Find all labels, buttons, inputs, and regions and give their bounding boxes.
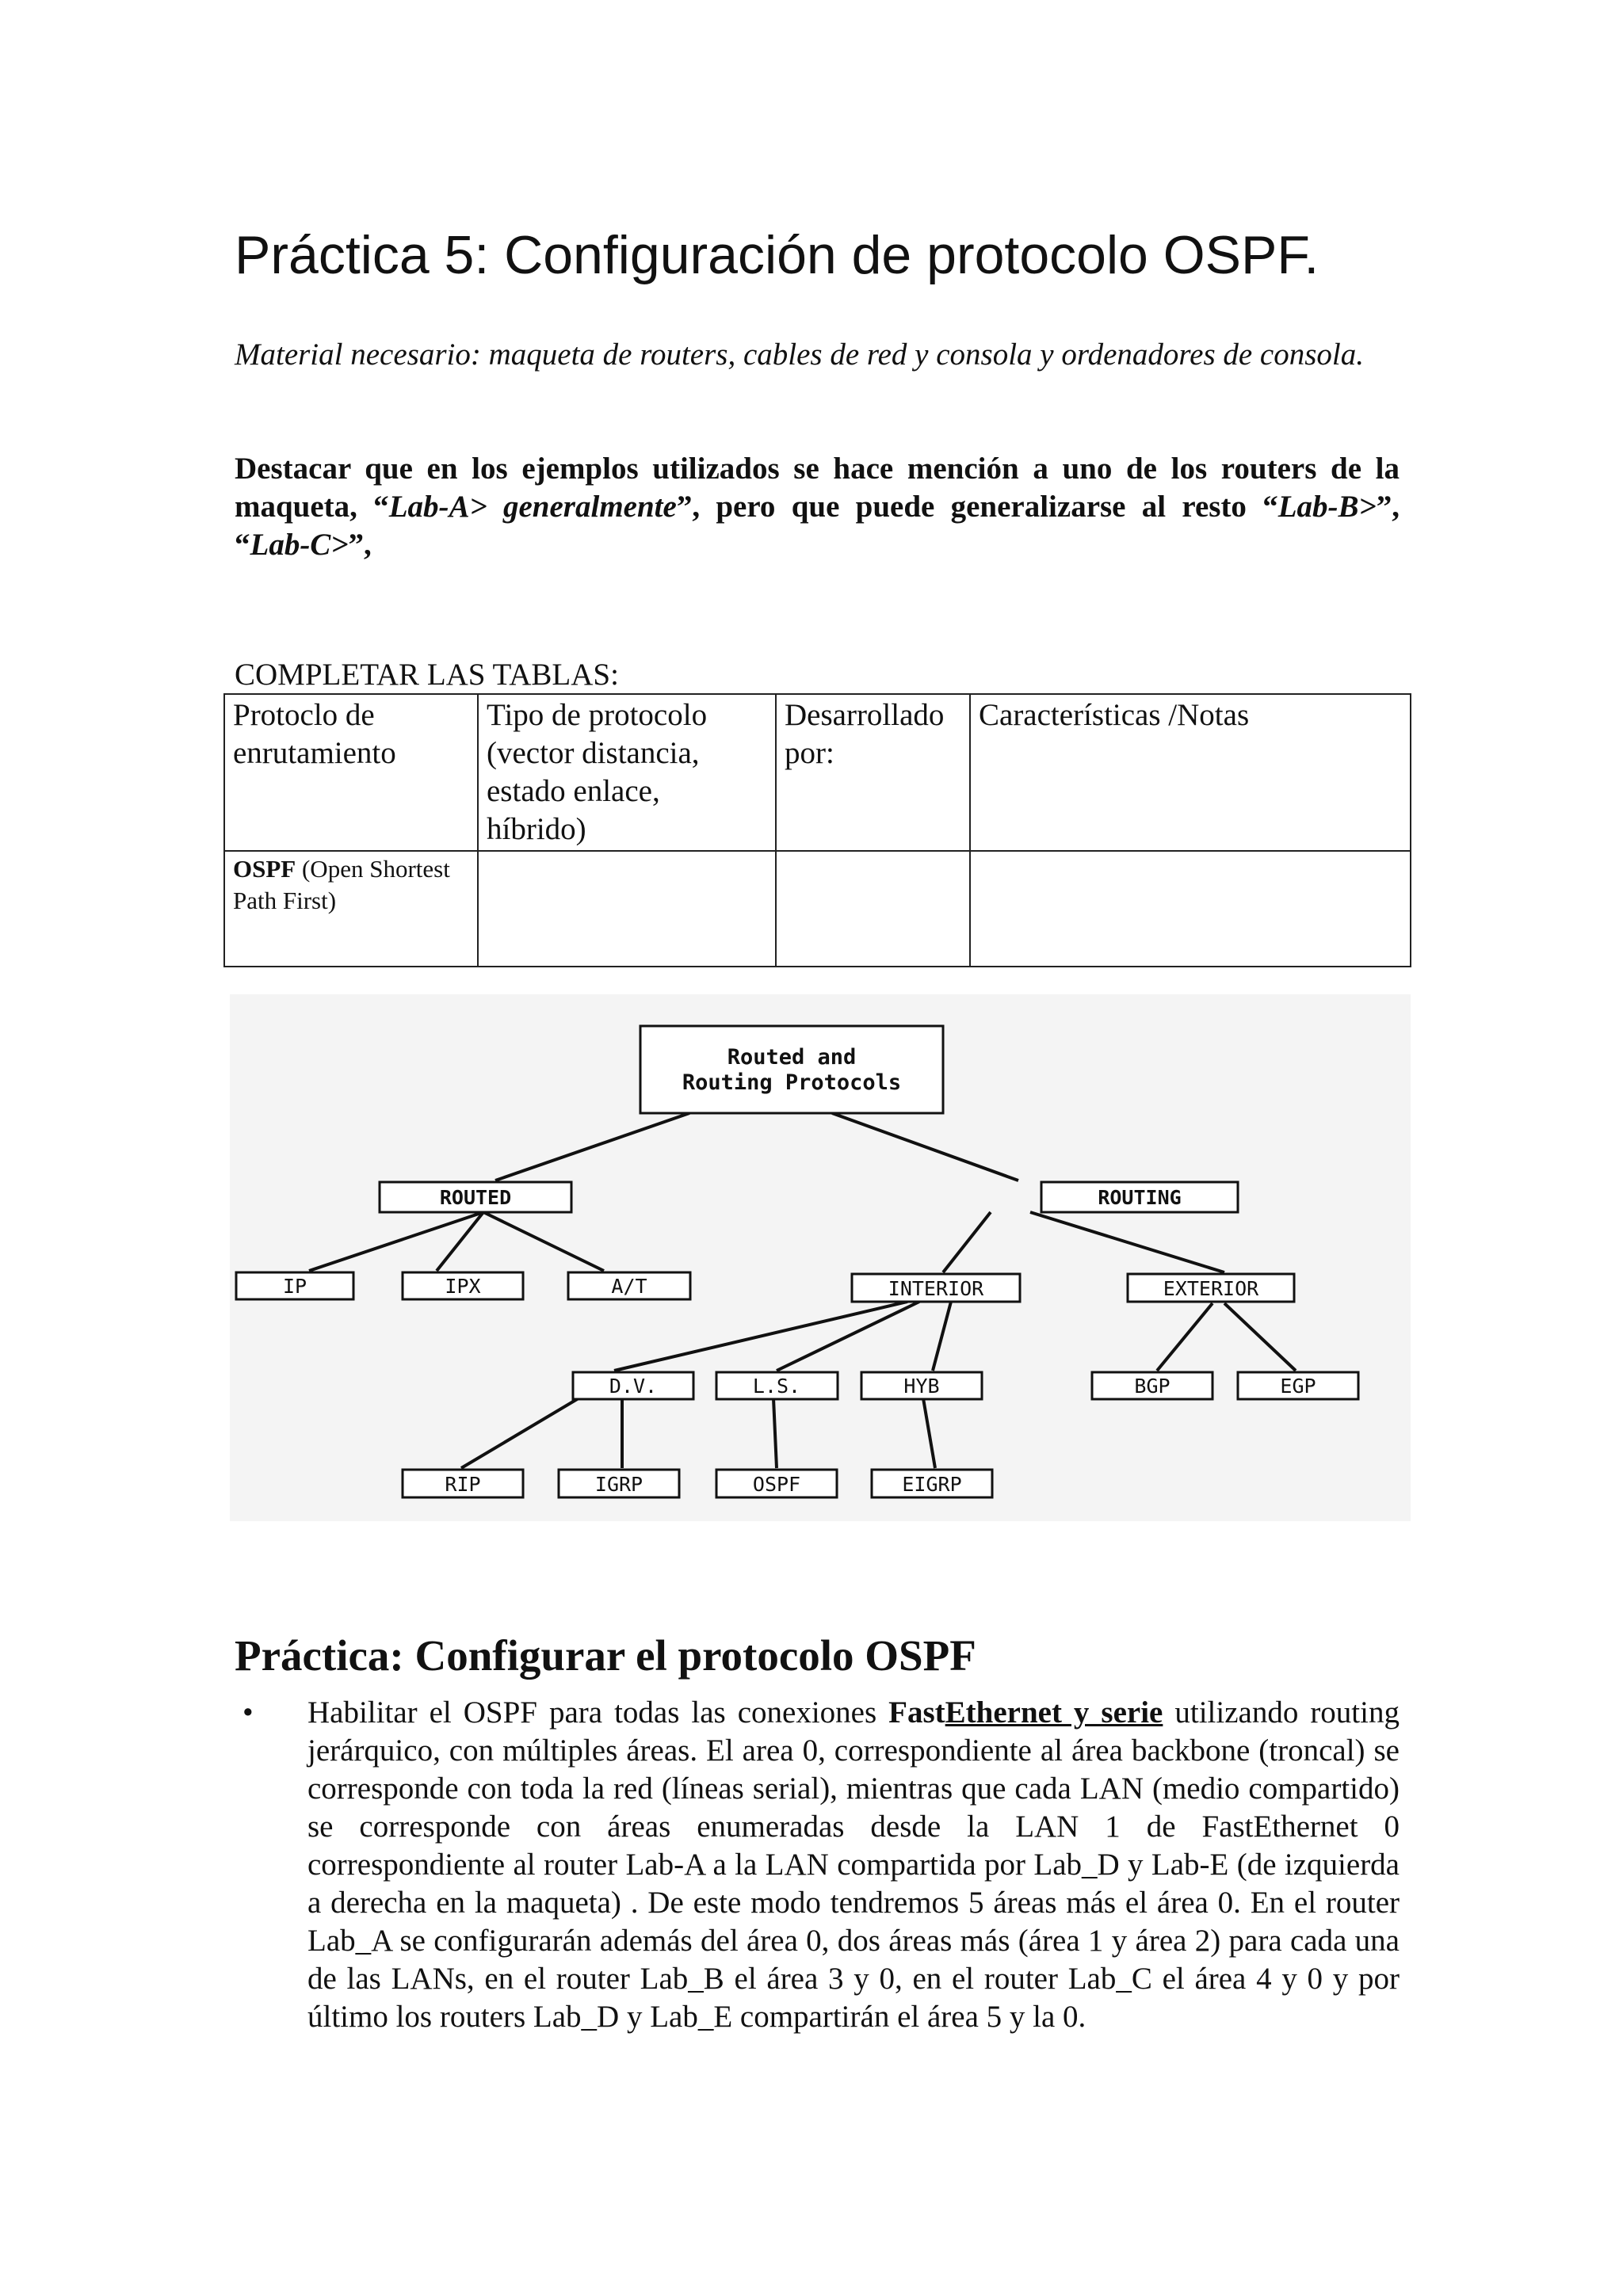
material-paragraph: Material necesario: maqueta de routers, cables de red y consola y ordenadores de consola. [235,338,1365,372]
ospf-label: OSPF [752,1473,801,1496]
interior-label: INTERIOR [888,1277,984,1300]
note-text: ”, “ [235,490,1400,562]
eigrp-label: EIGRP [902,1473,962,1496]
protocol-name: OSPF [233,855,296,883]
root-label: Routed and [727,1045,857,1070]
header-cell: Desarrollado por: [776,694,970,851]
task-bold: Fast [888,1695,945,1730]
protocol-table [223,693,1411,967]
note-text: ”, pero que puede generalizarse al resto “ [676,490,1278,524]
routed-label: ROUTED [439,1186,512,1209]
bgp-label: BGP [1134,1375,1170,1398]
protocol-fullname: (Open Shortest Path First) [233,855,450,914]
empty-cell[interactable] [478,851,776,967]
routing-label: ROUTING [1098,1186,1182,1209]
ls-label: L.S. [752,1375,801,1398]
root-box [640,1026,943,1113]
empty-cell[interactable] [970,851,1411,967]
task-text: Habilitar el OSPF para todas las conexiones [307,1695,889,1730]
table-header-row [224,694,1411,851]
section-title: Práctica: Configurar el protocolo OSPF [235,1631,976,1680]
note-emphasis: Lab-A> generalmente [388,490,677,524]
root-label: Routing Protocols [682,1070,902,1095]
header-cell: Protoclo de enrutamiento [224,694,478,851]
ip-label: IP [282,1275,307,1298]
bullet-marker: • [242,1695,254,1730]
diagram-svg [230,994,1411,1521]
note-text: ”, [348,528,372,562]
table-row [224,851,1411,967]
igrp-label: IGRP [594,1473,643,1496]
protocol-tree-diagram [230,994,1411,1521]
rip-label: RIP [445,1473,481,1496]
task-paragraph [307,1694,1400,2036]
table-label: COMPLETAR LAS TABLAS: [235,658,619,692]
ipx-label: IPX [445,1275,481,1298]
task-text: utilizando routing jerárquico, con múltiples áreas. El area 0, correspondiente al área backbone (troncal) se corresponde con toda la red (líneas serial), mientras que cada LAN (medio compartido) se corresponde con áreas enumeradas desde la LAN 1 de FastEthernet 0 correspondiente al router Lab-A a la LAN compartida por Lab_D y Lab-E (de izquierda a derecha en la maqueta) . De este modo tendremos 5 áreas más el área 0. En el router Lab_A se configurarán además del área 0, dos áreas más (área 1 y área 2) para cada una de las LANs, en el router Lab_B el área 3 y 0, en el router Lab_C el área 4 y 0 y por último los routers Lab_D y Lab_E compartirán el área 5 y la 0. [307,1695,1400,2034]
egp-label: EGP [1280,1375,1316,1398]
empty-cell[interactable] [776,851,970,967]
note-emphasis: Lab-B> [1277,490,1377,524]
protocol-name-cell [224,851,478,967]
header-cell: Características /Notas [970,694,1411,851]
task-bold-underlined: Ethernet y serie [945,1695,1163,1730]
note-paragraph [235,450,1400,564]
note-emphasis: Lab-C> [250,528,349,562]
header-cell: Tipo de protocolo (vector distancia, estado enlace, híbrido) [478,694,776,851]
page-title: Práctica 5: Configuración de protocolo OSPF. [235,225,1319,285]
exterior-label: EXTERIOR [1163,1277,1259,1300]
at-label: A/T [611,1275,647,1298]
note-text: Destacar que en los ejemplos utilizados se hace mención a uno de los routers de la maqueta, “ [235,452,1400,524]
hyb-label: HYB [903,1375,940,1398]
dv-label: D.V. [609,1375,658,1398]
